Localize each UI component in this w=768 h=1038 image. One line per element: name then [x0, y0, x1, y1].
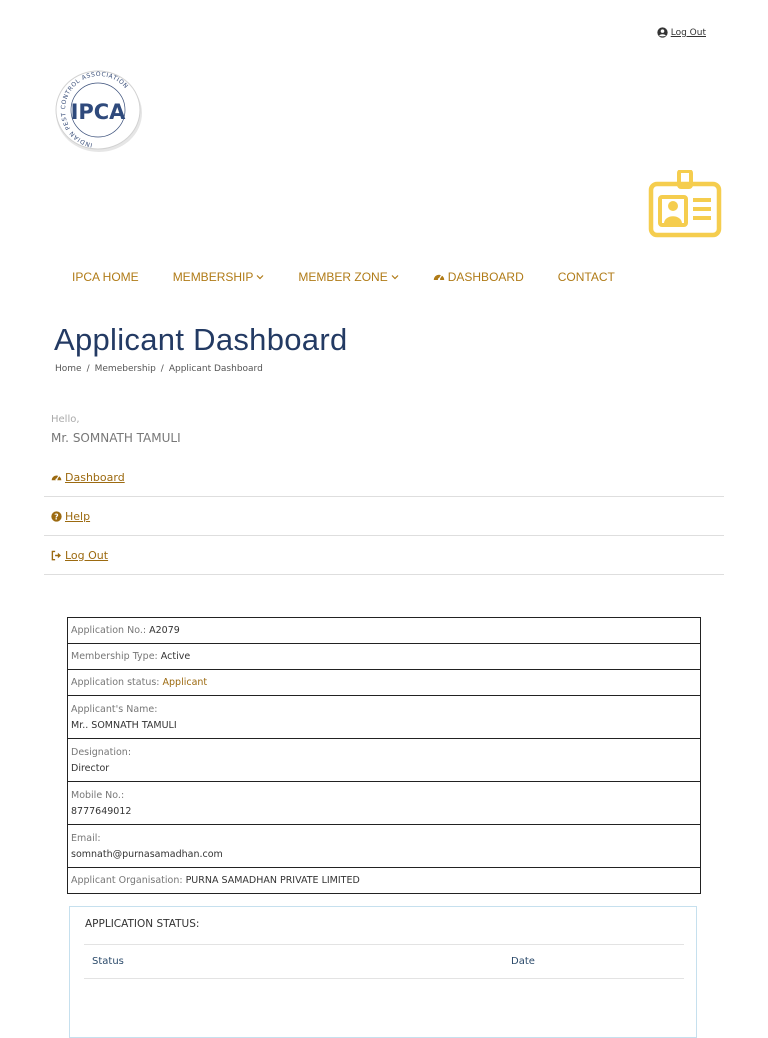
menu-help-label: Help [65, 509, 91, 523]
breadcrumb [55, 364, 263, 374]
nav-ipca-home[interactable] [72, 270, 139, 284]
info-row-application-no [67, 617, 701, 644]
menu-item-dashboard [44, 458, 724, 497]
application-status-panel [69, 906, 697, 1038]
applicant-info-table [67, 617, 701, 894]
menu-help-link[interactable] [51, 510, 90, 523]
greeting-hello: Hello, [51, 414, 80, 425]
menu-item-logout [44, 536, 724, 575]
id-card-icon [648, 170, 722, 238]
top-logout-label: Log Out [670, 27, 706, 38]
sign-out-icon [51, 550, 62, 561]
application-status-title: APPLICATION STATUS: [85, 918, 200, 930]
nav-member-zone-label: MEMBER ZONE [298, 270, 388, 284]
breadcrumb-home[interactable]: Home [55, 364, 82, 374]
date-column-header: Date [511, 956, 535, 967]
info-row-application-status [67, 670, 701, 696]
application-no-label: Application No.: [71, 625, 147, 636]
dashboard-gauge-icon [51, 472, 62, 483]
breadcrumb-current: Applicant Dashboard [168, 364, 263, 374]
user-circle-icon [657, 27, 668, 38]
menu-dashboard-link[interactable] [51, 471, 125, 484]
designation-label: Designation: [71, 746, 132, 758]
nav-contact-label: CONTACT [557, 270, 615, 284]
chevron-down-icon [256, 273, 264, 281]
top-logout-link[interactable] [657, 27, 706, 38]
nav-dashboard-label: DASHBOARD [447, 270, 524, 284]
ipca-logo[interactable] [54, 69, 144, 153]
menu-logout-link[interactable] [51, 549, 108, 562]
membership-type-value: Active [160, 651, 191, 662]
greeting-user-name: Mr. SOMNATH TAMULI [51, 431, 181, 445]
nav-membership[interactable] [173, 270, 265, 284]
mobile-label: Mobile No.: [71, 789, 125, 801]
email-value: somnath@purnasamadhan.com [71, 848, 223, 860]
application-status-value: Applicant [162, 677, 208, 688]
application-no-value: A2079 [149, 625, 180, 636]
logo-ring-text: INDIAN PEST CONTROL ASSOCIATION [59, 70, 130, 149]
logo-abbr: IPCA [70, 100, 126, 124]
application-status-label: Application status: [71, 677, 160, 688]
organisation-label: Applicant Organisation: [71, 875, 183, 886]
mobile-value: 8777649012 [71, 805, 132, 817]
breadcrumb-separator: / [160, 364, 164, 374]
designation-value: Director [71, 762, 110, 774]
info-row-applicant-name [67, 696, 701, 739]
top-bar [657, 27, 706, 38]
chevron-down-icon [391, 273, 399, 281]
divider [84, 978, 684, 979]
info-row-email [67, 825, 701, 868]
main-nav [72, 270, 649, 284]
applicant-name-value: Mr.. SOMNATH TAMULI [71, 719, 177, 731]
page-title: Applicant Dashboard [54, 322, 348, 357]
info-row-organisation [67, 868, 701, 894]
question-circle-icon [51, 511, 62, 522]
dashboard-gauge-icon [433, 271, 445, 283]
nav-contact[interactable] [558, 270, 615, 284]
nav-membership-label: MEMBERSHIP [172, 270, 254, 284]
account-menu [44, 458, 724, 575]
info-row-designation [67, 739, 701, 782]
info-row-mobile [67, 782, 701, 825]
info-row-membership-type [67, 644, 701, 670]
membership-type-label: Membership Type: [71, 651, 158, 662]
nav-dashboard[interactable] [433, 270, 524, 284]
divider [84, 944, 684, 945]
breadcrumb-membership[interactable]: Memebership [94, 364, 156, 374]
status-column-header: Status [92, 956, 124, 967]
breadcrumb-separator: / [86, 364, 90, 374]
organisation-value: PURNA SAMADHAN PRIVATE LIMITED [185, 875, 360, 886]
nav-ipca-home-label: IPCA HOME [72, 270, 139, 284]
nav-member-zone[interactable] [298, 270, 398, 284]
menu-logout-label: Log Out [65, 548, 109, 562]
menu-dashboard-label: Dashboard [65, 470, 125, 484]
menu-item-help [44, 497, 724, 536]
email-label: Email: [71, 832, 101, 844]
svg-text:?: ? [54, 511, 59, 521]
applicant-name-label: Applicant's Name: [71, 703, 158, 715]
